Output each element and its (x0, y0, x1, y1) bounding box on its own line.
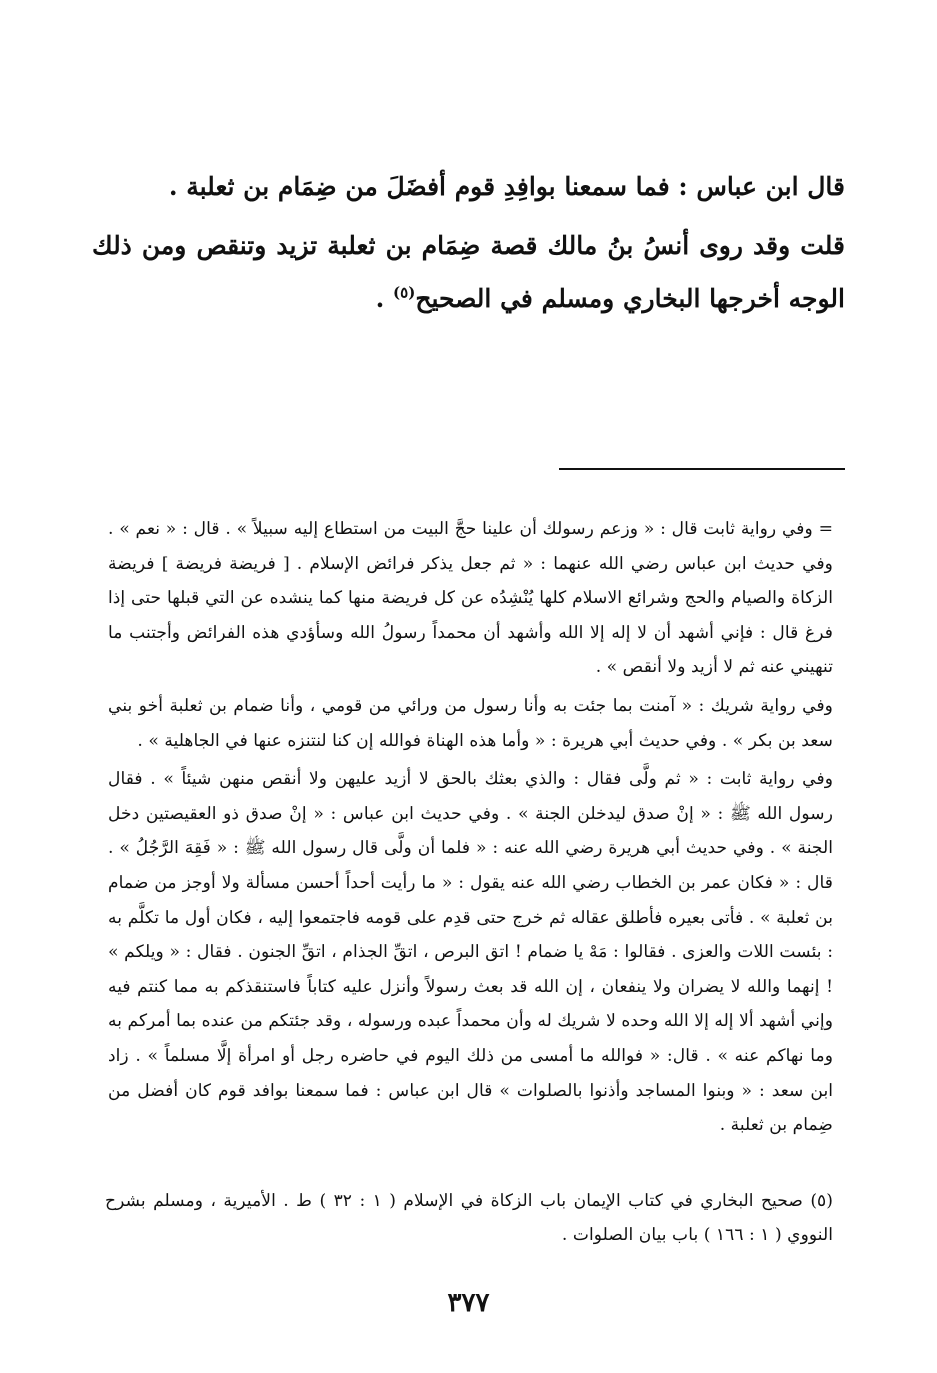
footnote-5 (105, 1184, 833, 1252)
footnote-5-text: (٥) صحيح البخاري في كتاب الإيمان باب الزكاة في الإسلام ( ١ : ٣٢ ) ط . الأميرية ، ومسلم بشرح النووي ( ١ : ١٦٦ ) باب بيان الصلوات . (105, 1191, 833, 1245)
main-paragraph-1: قال ابن عباس : فما سمعنا بوافِدِ قوم أفضَلَ من ضِمَام بن ثعلبة . (168, 172, 845, 201)
main-paragraph-2 (92, 219, 845, 325)
note-paragraph-3: وفي رواية ثابت : « ثم ولَّى فقال : والذي بعثك بالحق لا أزيد عليهن ولا أنقص منهن شيئاً » . فقال رسول الله ﷺ : « إنْ صدق ليدخلن الجنة » . وفي حديث ابن عباس : « إنْ صدق ذو العقيصتين دخل الجنة » . وفي حديث أبي هريرة رضي الله عنه : « فلما أن ولَّى قال رسول الله ﷺ : « فَقِهَ الرَّجُلُ » . قال : « فكان عمر بن الخطاب رضي الله عنه يقول : « ما رأيت أحداً أحسن مسألة ولا أوجز من ضمام بن ثعلبة » . فأتى بعيره فأطلق عقاله ثم خرج حتى قدِم على قومه فاجتمعوا إليه ، فكان أول ما تكلَّم به : بئست اللات والعزى . فقالوا : مَهْ يا ضمام ! اتق البرص ، اتقِّ الجذام ، اتقِّ الجنون . فقال : « ويلكم » ! إنهما والله لا يضران ولا ينفعان ، إن الله قد بعث رسولاً وأنزل عليه كتاباً فاستنقذكم به مما كنتم فيه وإني أشهد ألا إله إلا الله وحده لا شريك له وأن محمداً عبده ورسوله ، وقد جئتكم من عنده بما أمركم به وما نهاكم عنه » . قال: « فوالله ما أمسى من ذلك اليوم في حاضره رجل أو امرأة إلَّا مسلماً » . زاد ابن سعد : « وبنوا المساجد وأذنوا بالصلوات » قال ابن عباس : فما سمعنا بوافد قوم كان أفضل من ضِمام بن ثعلبة . (108, 769, 833, 1136)
note-paragraph-2: وفي رواية شريك : « آمنت بما جئت به وأنا رسول من ورائي من قومي ، وأنا ضمام بن ثعلبة أخو بني سعد بن بكر » . وفي حديث أبي هريرة : « وأما هذه الهناة فوالله إن كنا لنتنزه عنها في الجاهلية » . (108, 695, 833, 751)
footnote-reference: (٥) (393, 283, 416, 302)
main-paragraph-2-end: . (375, 284, 394, 313)
page-number: ٣٧٧ (447, 1288, 490, 1318)
main-paragraph-2-text: قلت وقد روى أنسُ بنُ مالك قصة ضِمَام بن ثعلبة تزيد وتنقص ومن ذلك الوجه أخرجها البخاري ومسلم في الصحيح (92, 231, 845, 313)
main-text (92, 160, 845, 325)
footnote-notes (108, 512, 833, 1147)
note-paragraph-1: = وفي رواية ثابت قال : « وزعم رسولك أن علينا حجَّ البيت من استطاع إليه سبيلاً » . قال : « نعم » . وفي حديث ابن عباس رضي الله عنهما : « ثم جعل يذكر فرائض الإسلام . [ فريضة فريضة ] فريضة الزكاة والصيام والحج وشرائع الاسلام كلها يُنْشِدُه عن كل فريضة منها كما ينشده عن التي قبلها حتى إذا فرغ قال : فإني أشهد أن لا إله إلا الله وأشهد أن محمداً رسولُ الله وسأؤدي هذه الفرائض وأجتنب ما تنهيني عنه ثم لا أزيد ولا أنقص » . (108, 519, 833, 678)
footnote-separator-rule (559, 468, 845, 470)
